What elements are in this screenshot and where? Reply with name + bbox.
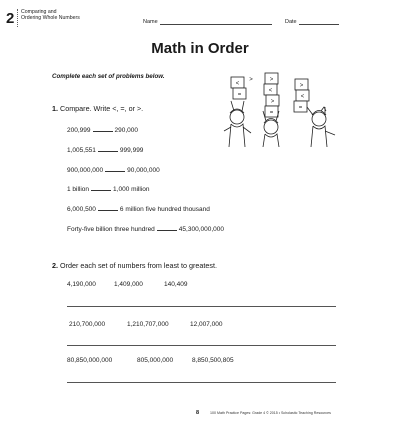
problem-1-prompt xyxy=(52,104,143,113)
number-set xyxy=(69,321,223,328)
block-symbol: = xyxy=(237,92,242,98)
kids-holding-number-blocks-illustration xyxy=(221,71,343,147)
compare-left: 200,999 xyxy=(67,127,91,134)
number-item: 805,000,000 xyxy=(137,357,174,364)
compare-right: 999,999 xyxy=(119,147,144,154)
header-divider xyxy=(17,9,19,27)
footer-credit: 100 Math Practice Pages: Grade 4 © 2015 • Scholastic Teaching Resources xyxy=(210,411,331,415)
answer-line[interactable] xyxy=(67,382,336,383)
compare-row xyxy=(67,146,143,154)
compare-left: 6,000,500 xyxy=(67,206,96,213)
unit-topic-line-2: Ordering Whole Numbers xyxy=(21,15,80,22)
number-item: 1,409,000 xyxy=(114,281,143,288)
block-symbol: < xyxy=(268,88,273,94)
number-set xyxy=(67,281,188,288)
block-symbol: = xyxy=(269,110,274,116)
compare-row xyxy=(67,166,160,174)
problem-1-text: Compare. Write <, =, or >. xyxy=(60,104,144,113)
number-item: 12,007,000 xyxy=(190,321,223,328)
answer-line[interactable] xyxy=(67,345,336,346)
compare-right: 45,300,000,000 xyxy=(178,226,224,233)
compare-right: 290,000 xyxy=(114,127,138,134)
date-label: Date xyxy=(285,19,297,25)
compare-row xyxy=(67,126,138,134)
name-label: Name xyxy=(143,19,158,25)
compare-right: 90,000,000 xyxy=(127,167,160,174)
block-symbol: > xyxy=(299,83,304,89)
compare-right: 1,000 million xyxy=(113,186,150,193)
compare-row xyxy=(67,225,224,233)
compare-right: 6 million five hundred thousand xyxy=(119,206,210,213)
answer-line[interactable] xyxy=(67,306,336,307)
unit-topic xyxy=(21,9,80,21)
block-symbol: < xyxy=(235,81,240,87)
page-number: 8 xyxy=(196,410,200,416)
answer-blank[interactable] xyxy=(93,126,113,132)
number-item: 140,409 xyxy=(164,281,188,288)
problem-1-number: 1. xyxy=(52,104,58,113)
problem-2-number: 2. xyxy=(52,261,58,270)
number-item: 210,700,000 xyxy=(69,321,106,328)
unit-number: 2 xyxy=(6,10,15,27)
compare-row xyxy=(67,185,150,193)
compare-left: 1 billion xyxy=(67,186,90,193)
answer-blank[interactable] xyxy=(98,146,118,152)
number-item: 80,850,000,000 xyxy=(67,357,113,364)
answer-blank[interactable] xyxy=(157,225,177,231)
name-field-line[interactable] xyxy=(160,24,272,25)
answer-blank[interactable] xyxy=(105,166,125,172)
number-item: 4,190,000 xyxy=(67,281,96,288)
page-title: Math in Order xyxy=(151,40,249,57)
number-item: 1,210,707,000 xyxy=(127,321,169,328)
number-item: 8,850,500,805 xyxy=(192,357,234,364)
answer-blank[interactable] xyxy=(91,185,111,191)
block-symbol: > xyxy=(270,99,275,105)
compare-left: 900,000,000 xyxy=(67,167,104,174)
unit-topic-line-1: Comparing and xyxy=(21,9,57,15)
problem-2-text: Order each set of numbers from least to greatest. xyxy=(60,261,217,270)
date-field-line[interactable] xyxy=(299,24,339,25)
compare-left: Forty-five billion three hundred xyxy=(67,226,155,233)
number-set xyxy=(67,357,234,364)
compare-left: 1,005,551 xyxy=(67,147,96,154)
block-symbol: > xyxy=(269,77,274,83)
block-symbol: < xyxy=(300,94,305,100)
answer-blank[interactable] xyxy=(98,205,118,211)
problem-2-prompt xyxy=(52,261,217,270)
instruction-text: Complete each set of problems below. xyxy=(52,73,165,80)
block-symbol: > xyxy=(249,77,253,83)
block-symbol: = xyxy=(298,105,303,111)
compare-row xyxy=(67,205,210,213)
